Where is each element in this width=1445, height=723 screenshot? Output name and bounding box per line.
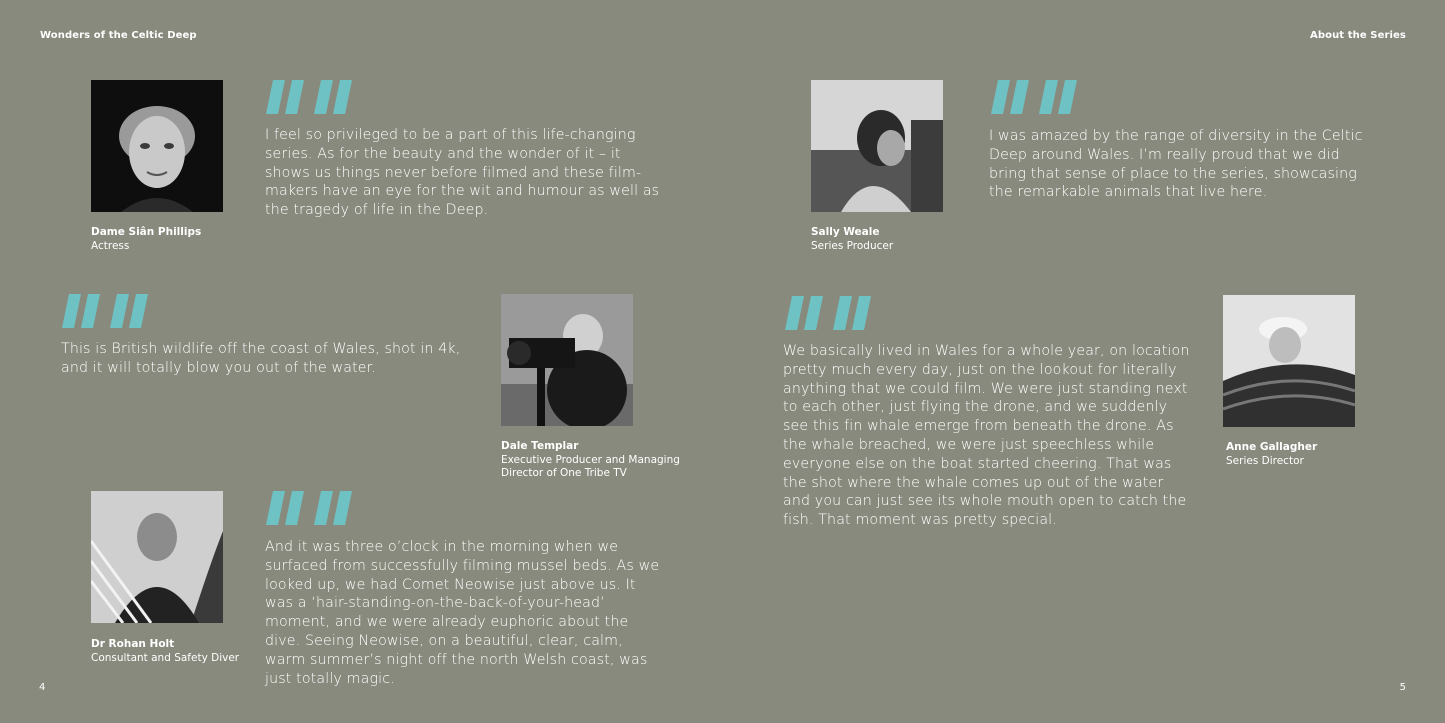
person-role: Series Director bbox=[1226, 454, 1304, 467]
person-name: Dale Templar bbox=[501, 440, 579, 452]
quote-text: I feel so privileged to be a part of this life-changing series. As for the beauty and the wonder of it – it shows us things never before filmed and these film-makers have an eye for the wit and humour as well as the tragedy of life in the Deep. bbox=[265, 127, 660, 219]
page-number-right: 5 bbox=[1399, 682, 1406, 693]
quote-text: And it was three o’clock in the morning when we surfaced from successfully filming mussel beds. As we looked up, we had Comet Neowise just above us. It was a ‘hair-standing-on-the-back-of-your-head’ moment, and we were already euphoric about the dive. Seeing Neowise, on a beautiful, clear, calm, warm summer’s night off the north Welsh coast, was just totally magic. bbox=[265, 539, 660, 687]
person-name: Dr Rohan Holt bbox=[91, 638, 175, 650]
person-role: Consultant and Safety Diver bbox=[91, 651, 240, 664]
person-role: Series Producer bbox=[811, 239, 894, 252]
quote-text: We basically lived in Wales for a whole year, on location pretty much every day, just on the lookout for literally anything that we could film. We were just standing next to each other, just flying the drone, and we suddenly see this fin whale emerge from beneath the drone. As the whale breached, we were just speechless while everyone else on the boat started cheering. That was the shot where the whale comes up out of the water and you can just see its whole mouth open to catch the fish. That moment was pretty special. bbox=[783, 343, 1190, 529]
caption-sally-weale bbox=[811, 226, 893, 253]
caption-sian-phillips bbox=[91, 226, 201, 253]
page-number-left: 4 bbox=[39, 682, 46, 693]
portrait-rohan-holt bbox=[91, 491, 223, 623]
quote-text: I was amazed by the range of diversity in the Celtic Deep around Wales. I’m really proud that we did bring that sense of place to the series, showcasing the remarkable animals that live here. bbox=[989, 128, 1363, 201]
publication-title: Wonders of the Celtic Deep bbox=[40, 30, 197, 41]
quote-marks-icon bbox=[784, 296, 872, 330]
quote-marks-icon bbox=[990, 80, 1078, 114]
portrait-sian-phillips bbox=[91, 80, 223, 212]
quote-marks-icon bbox=[265, 491, 353, 525]
quote-text: This is British wildlife off the coast of Wales, shot in 4k, and it will totally blow you out of the water. bbox=[61, 341, 461, 376]
person-role: Actress bbox=[91, 239, 130, 252]
caption-rohan-holt bbox=[91, 638, 239, 665]
portrait-sally-weale bbox=[811, 80, 943, 212]
portrait-anne-gallagher bbox=[1223, 295, 1355, 427]
section-title: About the Series bbox=[1310, 30, 1406, 41]
person-name: Dame Siân Phillips bbox=[91, 226, 202, 238]
person-name: Sally Weale bbox=[811, 226, 880, 238]
portrait-dale-templar bbox=[501, 294, 633, 426]
quote-marks-icon bbox=[265, 80, 353, 114]
caption-dale-templar bbox=[501, 440, 691, 481]
quote-marks-icon bbox=[61, 294, 149, 328]
person-role: Executive Producer and Managing Director of One Tribe TV bbox=[501, 453, 680, 479]
caption-anne-gallagher bbox=[1226, 441, 1317, 468]
person-name: Anne Gallagher bbox=[1226, 441, 1318, 453]
